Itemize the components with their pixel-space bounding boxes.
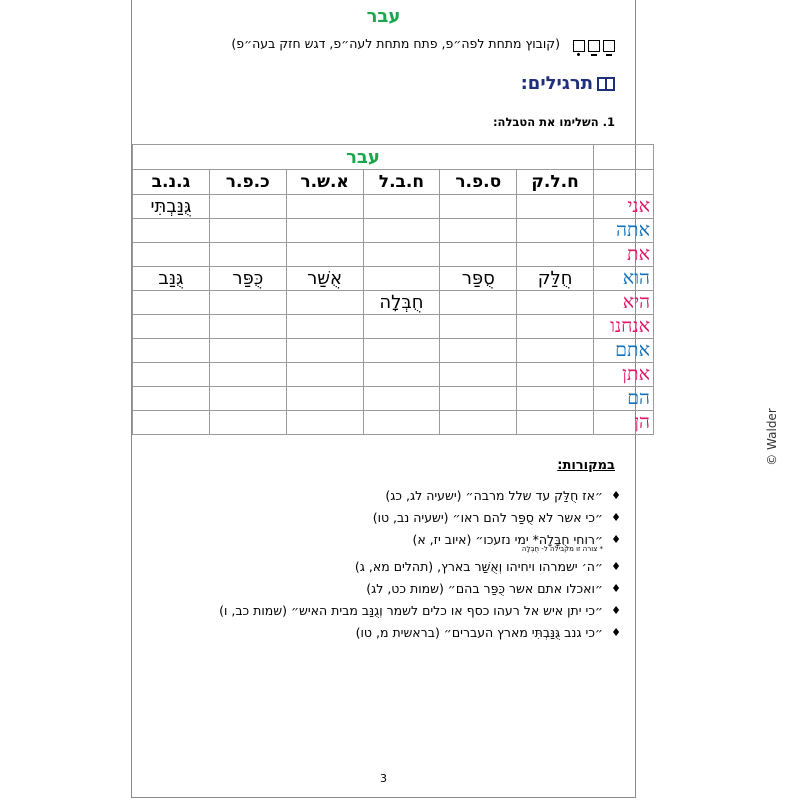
source-item	[151, 580, 621, 598]
source-text: ״כי אשר לא סֻפַּר להם ראו״ (ישעיה נב, טו)	[372, 510, 603, 525]
vowel-boxes-icon	[570, 37, 615, 52]
root-header: ח.ל.ק	[517, 170, 594, 195]
page-number: 3	[380, 772, 387, 785]
answer-cell[interactable]: גֻּנַּבְתִּי	[133, 195, 210, 219]
pronoun-cell: היא	[594, 291, 654, 315]
answer-cell[interactable]: גֻּנַּב	[133, 267, 210, 291]
answer-cell[interactable]	[209, 411, 286, 435]
answer-cell[interactable]	[286, 195, 363, 219]
pronoun-cell: הם	[594, 387, 654, 411]
answer-cell[interactable]	[517, 363, 594, 387]
answer-cell[interactable]	[440, 339, 517, 363]
answer-cell[interactable]	[440, 243, 517, 267]
pronoun-cell: אנחנו	[594, 315, 654, 339]
table-row	[133, 315, 654, 339]
conjugation-table	[132, 144, 654, 435]
page-title: עבר	[366, 6, 401, 27]
pronoun-cell: אני	[594, 195, 654, 219]
root-header: ח.ב.ל	[363, 170, 440, 195]
table-row	[133, 339, 654, 363]
answer-cell[interactable]: כֻּפַּר	[209, 267, 286, 291]
answer-cell[interactable]	[517, 291, 594, 315]
answer-cell[interactable]	[440, 363, 517, 387]
answer-cell[interactable]	[363, 339, 440, 363]
answer-cell[interactable]	[363, 219, 440, 243]
answer-cell[interactable]: אֻשַּׁר	[286, 267, 363, 291]
answer-cell[interactable]	[517, 243, 594, 267]
answer-cell[interactable]	[133, 387, 210, 411]
answer-cell[interactable]	[440, 387, 517, 411]
pronoun-cell: אתן	[594, 363, 654, 387]
answer-cell[interactable]	[517, 195, 594, 219]
answer-cell[interactable]	[209, 243, 286, 267]
empty-corner-cell	[594, 170, 654, 195]
pronoun-cell: הן	[594, 411, 654, 435]
answer-cell[interactable]	[133, 291, 210, 315]
answer-cell[interactable]: חֻבְּלָה	[363, 291, 440, 315]
answer-cell[interactable]	[133, 243, 210, 267]
root-header: א.ש.ר	[286, 170, 363, 195]
answer-cell[interactable]	[363, 315, 440, 339]
answer-cell[interactable]	[363, 267, 440, 291]
sources-list	[151, 487, 621, 646]
answer-cell[interactable]	[286, 219, 363, 243]
source-text: ״רוחי חֻבָּלָה* ימי נזעכו״ (איוב יז, א)	[412, 532, 603, 547]
exercises-heading	[521, 73, 615, 94]
answer-cell[interactable]	[133, 315, 210, 339]
root-header: כ.פ.ר	[209, 170, 286, 195]
answer-cell[interactable]	[133, 411, 210, 435]
answer-cell[interactable]	[286, 315, 363, 339]
answer-cell[interactable]	[517, 411, 594, 435]
answer-cell[interactable]: חֻלַּק	[517, 267, 594, 291]
answer-cell[interactable]	[363, 387, 440, 411]
source-text: ״ה׳ ישמרהו ויחיהו וְאֻשַּׁר בארץ, (תהלים מא, ג)	[354, 559, 603, 574]
answer-cell[interactable]	[363, 363, 440, 387]
answer-cell[interactable]	[209, 387, 286, 411]
source-item	[151, 487, 621, 505]
exercises-heading-text: תרגילים:	[520, 73, 593, 94]
table-row	[133, 387, 654, 411]
answer-cell[interactable]	[209, 339, 286, 363]
answer-cell[interactable]	[286, 363, 363, 387]
answer-cell[interactable]	[363, 243, 440, 267]
answer-cell[interactable]	[133, 219, 210, 243]
answer-cell[interactable]	[440, 219, 517, 243]
source-item	[151, 509, 621, 527]
answer-cell[interactable]	[363, 411, 440, 435]
pronoun-cell: אתה	[594, 219, 654, 243]
empty-corner-cell	[594, 145, 654, 170]
vowel-subtitle	[231, 36, 615, 52]
answer-cell[interactable]	[133, 339, 210, 363]
table-row	[133, 291, 654, 315]
answer-cell[interactable]	[209, 315, 286, 339]
source-text: ״כי יתן איש אל רעהו כסף או כלים לשמר וְגֻנַּב מבית האיש״ (שמות כב, ו)	[219, 603, 603, 618]
answer-cell[interactable]	[440, 291, 517, 315]
answer-cell[interactable]	[440, 195, 517, 219]
answer-cell[interactable]	[363, 195, 440, 219]
answer-cell[interactable]	[209, 363, 286, 387]
answer-cell[interactable]	[286, 339, 363, 363]
answer-cell[interactable]	[517, 339, 594, 363]
root-header: ג.נ.ב	[133, 170, 210, 195]
table-row	[133, 267, 654, 291]
table-row	[133, 219, 654, 243]
answer-cell[interactable]	[286, 291, 363, 315]
worksheet-page	[131, 0, 650, 798]
answer-cell[interactable]	[517, 387, 594, 411]
answer-cell[interactable]	[209, 195, 286, 219]
sources-heading: במקורות:	[557, 458, 615, 473]
answer-cell[interactable]	[517, 315, 594, 339]
roots-row	[133, 170, 654, 195]
answer-cell[interactable]: סֻפַּר	[440, 267, 517, 291]
answer-cell[interactable]	[133, 363, 210, 387]
answer-cell[interactable]	[209, 219, 286, 243]
book-icon	[597, 77, 615, 91]
pronoun-cell: את	[594, 243, 654, 267]
answer-cell[interactable]	[286, 411, 363, 435]
answer-cell[interactable]	[440, 315, 517, 339]
table-row	[133, 195, 654, 219]
pronoun-cell: הוא	[594, 267, 654, 291]
source-text: ״כי גנב גֻּנַּבְתִּי מארץ העברים״ (בראשית מ, טו)	[355, 625, 603, 640]
copyright-mark: © Walder	[765, 408, 779, 466]
table-row	[133, 411, 654, 435]
pronoun-cell: אתם	[594, 339, 654, 363]
answer-cell[interactable]	[286, 243, 363, 267]
subtitle-text: (קובוץ מתחת לפה״פ, פתח מתחת לעה״פ, דגש חזק בעה״פ)	[231, 36, 561, 51]
verb-header: עבר	[133, 145, 594, 170]
answer-cell[interactable]	[440, 411, 517, 435]
source-item	[151, 558, 621, 576]
source-footnote: * צורה זו מקבילה ל- חֻבְּלָה	[521, 545, 603, 553]
source-text: ״ואכלו אתם אשר כֻּפַּר בהם״ (שמות כט, לג)	[366, 581, 603, 596]
source-text: ״אז חֻלַּק עד שלל מרבה״ (ישעיה לג, כג)	[385, 488, 603, 503]
answer-cell[interactable]	[209, 291, 286, 315]
source-item	[151, 602, 621, 620]
table-row	[133, 363, 654, 387]
source-item	[151, 624, 621, 642]
question-1: 1. השלימו את הטבלה:	[492, 115, 615, 129]
verb-header-row	[133, 145, 654, 170]
root-header: ס.פ.ר	[440, 170, 517, 195]
source-item	[151, 531, 621, 554]
answer-cell[interactable]	[517, 219, 594, 243]
answer-cell[interactable]	[286, 387, 363, 411]
table-row	[133, 243, 654, 267]
